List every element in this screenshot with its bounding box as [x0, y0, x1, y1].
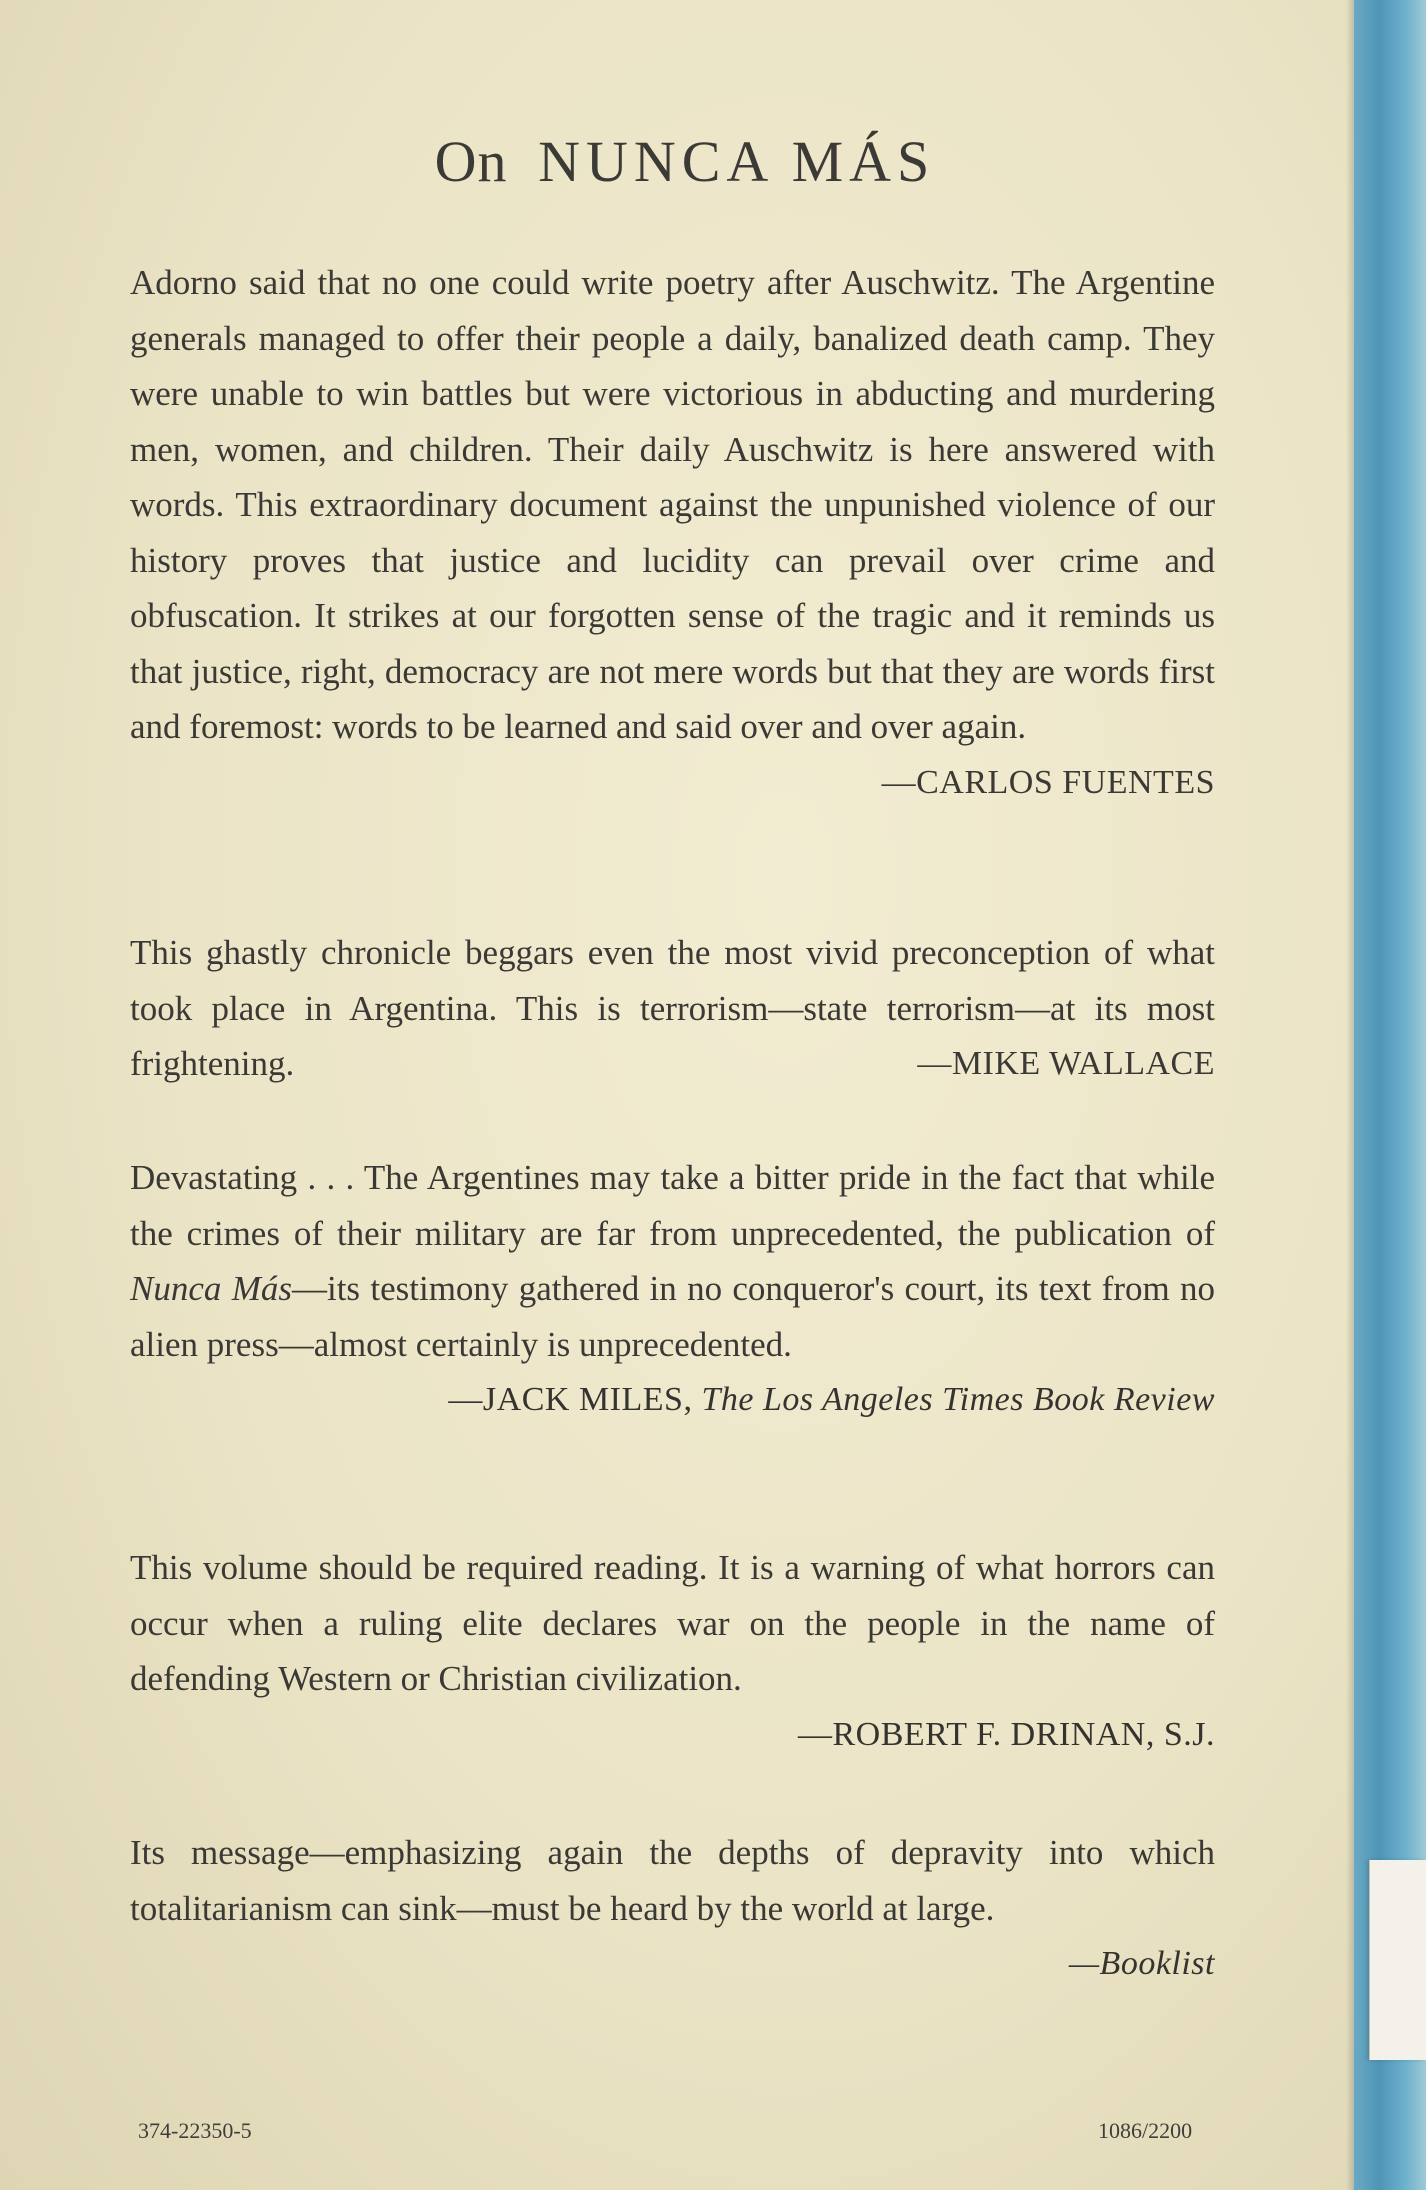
quote-miles: [130, 1150, 1215, 1428]
quote-attribution: —CARLOS FUENTES: [881, 763, 1215, 801]
quote-attribution: —MIKE WALLACE: [917, 1045, 1215, 1082]
quote-text-start: Devastating . . . The Argentines may take a bitter pride in the fact that while the crimes of their military are far from unprecedented, the publication of: [130, 1158, 1215, 1253]
attribution-source: The Los Angeles Times Book Review: [701, 1381, 1215, 1418]
page-title: [0, 128, 1370, 195]
library-label-tab: [1369, 1860, 1426, 2060]
quote-attribution: [130, 1372, 1215, 1428]
quote-text: Its message—emphasizing again the depths of depravity into which totalitarianism can sink—must be heard by the world at large.: [130, 1833, 1215, 1928]
quote-attribution: —Booklist: [1068, 1945, 1215, 1982]
quote-fuentes: [130, 255, 1215, 810]
quote-text: This volume should be required reading. It is a warning of what horrors can occur when a ruling elite declares war on the people in the name of defending Western or Christian civilization.: [130, 1548, 1215, 1698]
quote-text-end: —its testimony gathered in no conqueror's court, its text from no alien press—almost certainly is unprecedented.: [130, 1269, 1216, 1364]
spine-shadow: [1346, 0, 1354, 2190]
title-prefix: On: [434, 129, 508, 194]
quote-drinan: [130, 1540, 1215, 1762]
quote-text: Adorno said that no one could write poetry after Auschwitz. The Argentine generals managed to offer their people a daily, banalized death camp. They were unable to win battles but were victorious in abducting and murdering men, women, and children. Their daily Auschwitz is here answered with words. This extraordinary document against the unpunished violence of our history proves that justice and lucidity can prevail over crime and obfuscation. It strikes at our forgotten sense of the tragic and it reminds us that justice, right, democracy are not mere words but that they are words first and foremost: words to be learned and said over and over again.: [130, 263, 1215, 746]
isbn-number: 374-22350-5: [138, 2118, 252, 2143]
quote-wallace: [130, 925, 1215, 1092]
attribution-name: —JACK MILES,: [448, 1381, 693, 1418]
catalog-code: 1086/2200: [1098, 2118, 1193, 2143]
quote-attribution: —ROBERT F. DRINAN, S.J.: [797, 1715, 1215, 1753]
quote-text: This ghastly chronicle beggars even the most vivid preconception of what took place in Argentina. This is terrorism—state terrorism—at its most frightening.: [130, 933, 1215, 1083]
title-main: NUNCA MÁS: [538, 129, 936, 194]
quote-booklist: [130, 1825, 1215, 1992]
quote-book-title: Nunca Más: [130, 1269, 292, 1308]
